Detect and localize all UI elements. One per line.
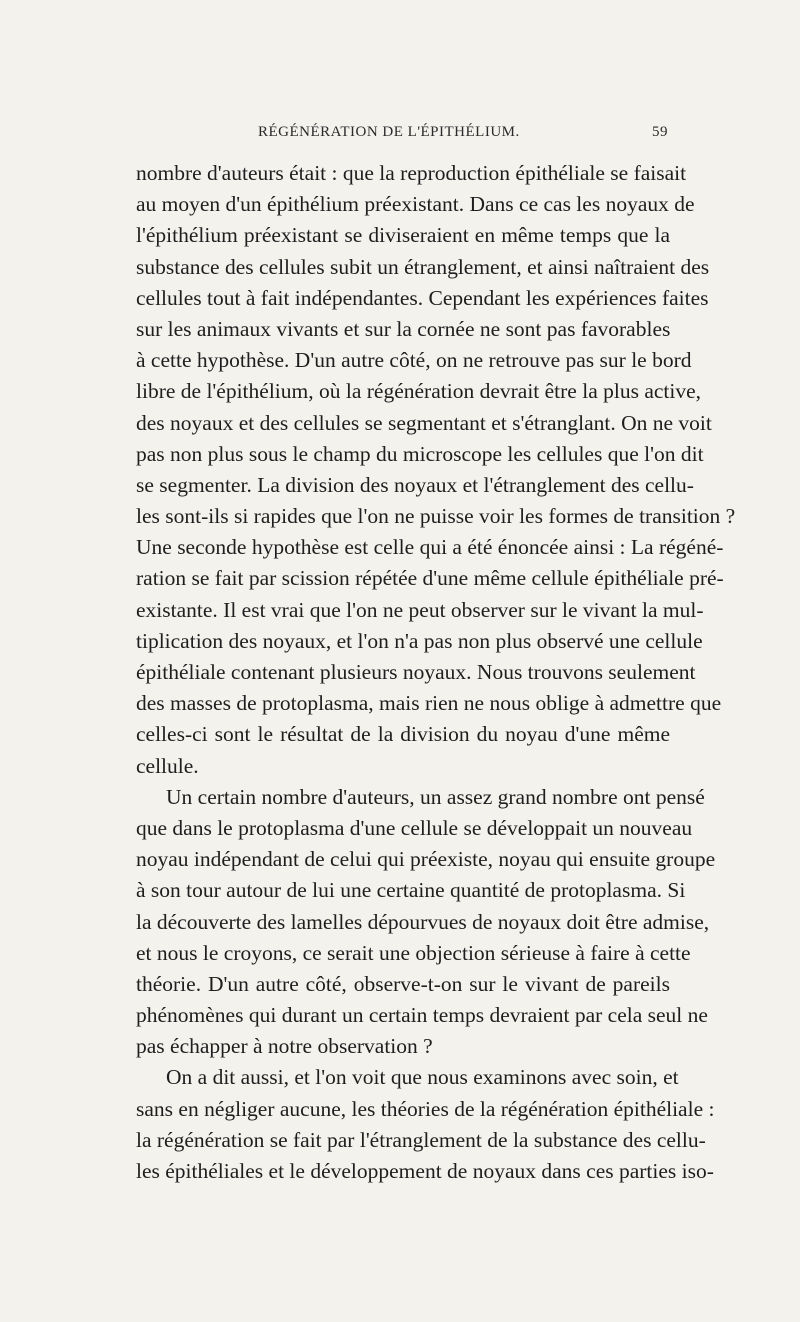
text-line: théorie. D'un autre côté, observe-t-on sur le vivant de pareils xyxy=(136,971,670,996)
body-text xyxy=(136,158,736,1187)
text-line: existante. Il est vrai que l'on ne peut observer sur le vivant la mul- xyxy=(136,597,704,622)
text-line: des noyaux et des cellules se segmentant et s'étranglant. On ne voit xyxy=(136,410,712,435)
text-line: l'épithélium préexistant se diviseraient en même temps que la xyxy=(136,223,670,248)
text-line: se segmenter. La division des noyaux et l'étranglement des cellu- xyxy=(136,472,694,497)
text-line: les épithéliales et le développement de noyaux dans ces parties iso- xyxy=(136,1159,714,1183)
paragraph-end-line: pas échapper à notre observation ? xyxy=(136,1034,433,1059)
text-line: épithéliale contenant plusieurs noyaux. Nous trouvons seulement xyxy=(136,660,696,684)
text-line: noyau indépendant de celui qui préexiste, noyau qui ensuite groupe xyxy=(136,847,716,872)
text-line: cellules tout à fait indépendantes. Cependant les expériences faites xyxy=(136,285,709,310)
paragraph-start-line: Un certain nombre d'auteurs, un assez grand nombre ont pensé xyxy=(166,784,705,809)
text-line: sur les animaux vivants et sur la cornée ne sont pas favorables xyxy=(136,316,671,341)
text-line: ration se fait par scission répétée d'une même cellule épithéliale pré- xyxy=(136,566,724,591)
text-line: libre de l'épithélium, où la régénération devrait être la plus active, xyxy=(136,379,702,404)
text-line: celles-ci sont le résultat de la division du noyau d'une même xyxy=(136,722,670,747)
text-line: tiplication des noyaux, et l'on n'a pas non plus observé une cellule xyxy=(136,628,703,653)
text-line: les sont-ils si rapides que l'on ne puisse voir les formes de transition ? xyxy=(136,504,736,529)
text-line: et nous le croyons, ce serait une objection sérieuse à faire à cette xyxy=(136,940,691,965)
text-line: la régénération se fait par l'étranglement de la substance des cellu- xyxy=(136,1127,706,1152)
text-line: pas non plus sous le champ du microscope les cellules que l'on dit xyxy=(136,441,704,466)
text-line: la découverte des lamelles dépourvues de noyaux doit être admise, xyxy=(136,909,710,934)
text-line: sans en négliger aucune, les théories de la régénération épithéliale : xyxy=(136,1096,715,1121)
text-line: au moyen d'un épithélium préexistant. Dans ce cas les noyaux de xyxy=(136,192,695,217)
page-number: 59 xyxy=(652,124,668,140)
chapter-title: RÉGÉNÉRATION DE L'ÉPITHÉLIUM. xyxy=(258,124,520,140)
text-line: à cette hypothèse. D'un autre côté, on ne retrouve pas sur le bord xyxy=(136,348,692,373)
paragraph-start-line: On a dit aussi, et l'on voit que nous examinons avec soin, et xyxy=(166,1065,679,1090)
paragraph-end-line: cellule. xyxy=(136,753,199,778)
text-line: que dans le protoplasma d'une cellule se développait un nouveau xyxy=(136,815,693,840)
text-line: à son tour autour de lui une certaine quantité de protoplasma. Si xyxy=(136,878,686,903)
text-line: substance des cellules subit un étranglement, et ainsi naîtraient des xyxy=(136,254,710,279)
text-line: des masses de protoplasma, mais rien ne nous oblige à admettre que xyxy=(136,691,722,716)
text-line: phénomènes qui durant un certain temps devraient par cela seul ne xyxy=(136,1003,708,1028)
text-line: Une seconde hypothèse est celle qui a été énoncée ainsi : La régéné- xyxy=(136,535,724,560)
text-line: nombre d'auteurs était : que la reproduction épithéliale se faisait xyxy=(136,161,687,185)
